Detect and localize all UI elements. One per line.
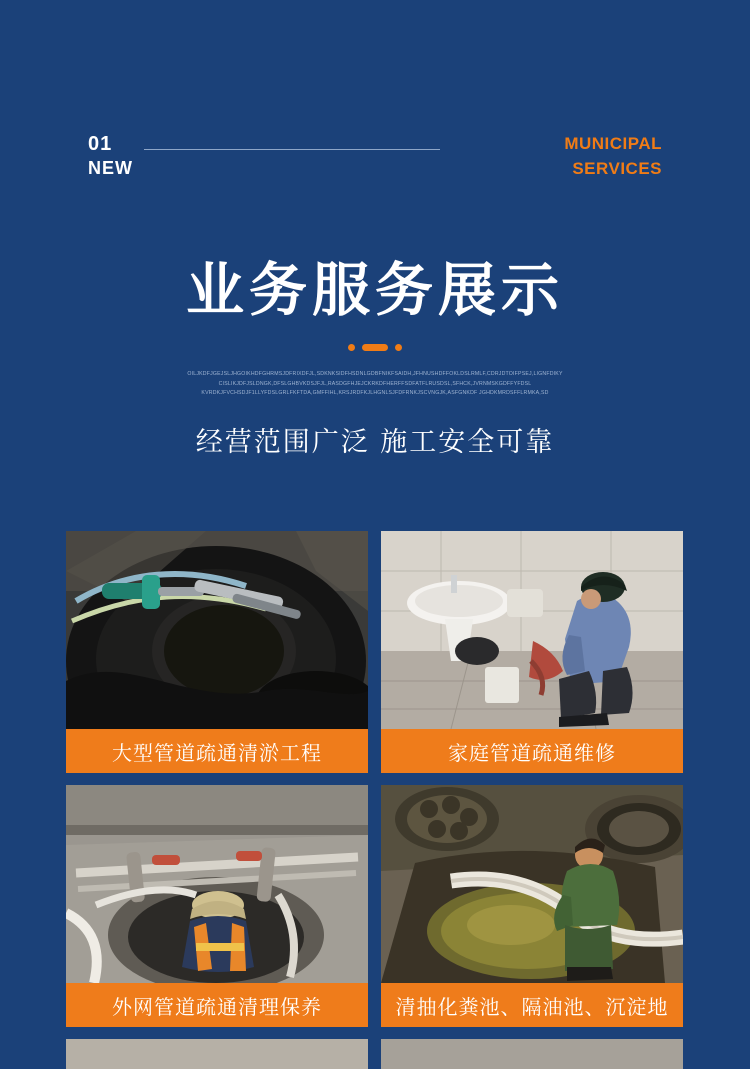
poster-header bbox=[0, 132, 750, 202]
page-title: 业务服务展示 bbox=[185, 256, 564, 324]
pipe-dredging-illustration bbox=[66, 531, 368, 729]
divider-dot-left bbox=[348, 344, 355, 351]
home-plumbing-illustration bbox=[381, 531, 683, 729]
service-card-partial[interactable] bbox=[66, 1039, 368, 1069]
service-caption: 大型管道疏通清淤工程 bbox=[66, 729, 368, 773]
divider-dot-right bbox=[395, 344, 402, 351]
section-label: NEW bbox=[88, 158, 133, 178]
divider-bar bbox=[362, 344, 388, 351]
service-photo-home-plumbing bbox=[381, 531, 683, 729]
outdoor-manhole-illustration bbox=[66, 785, 368, 983]
service-photo-partial-left bbox=[66, 1039, 368, 1069]
service-card[interactable] bbox=[381, 531, 683, 773]
service-photo-partial-right bbox=[381, 1039, 683, 1069]
micro-text-line-3: KVRDKJFVCHSDJF1LLYFDSLGRLFKFTDA,GMFFIHL,KRSJRDFKJLHGNLSJFDFRNKJSCVNGJK,ASFGNKDF JGHDKMRDSFFLRMKA,SD bbox=[201, 390, 549, 397]
section-number-block bbox=[88, 132, 133, 180]
service-photo-pipe-dredging bbox=[66, 531, 368, 729]
decorative-micro-text bbox=[0, 370, 750, 399]
header-eyebrow-line1: MUNICIPAL bbox=[564, 134, 662, 153]
service-caption: 外网管道疏通清理保养 bbox=[66, 983, 368, 1027]
micro-text-line-2: CISLIKJDFJSLDNGK,DFSLGHBVKDSJFJL,RASDGFHJEJCKRKDFHERFFSDFATFLRUSDSL,SFHCK,JVRNMSKGDFFYFDSL bbox=[218, 380, 532, 387]
header-eyebrow-line2: SERVICES bbox=[572, 158, 662, 178]
septic-cleaning-illustration bbox=[381, 785, 683, 983]
micro-text-line-1: OILJKDFJGEJSLJHGOIKHDFGHRMSJDFRIXDFJL,SDKNKSIDFHSDNLGDBFNIKFSAIDH,JFHNUSHDFFOKLDSLRMLF,CDRJDTOIFPSEJ,LIGNFDIKY bbox=[187, 371, 563, 377]
service-card[interactable] bbox=[381, 785, 683, 1027]
partial-photo-right-illustration bbox=[381, 1039, 683, 1069]
service-photo-outdoor-manhole bbox=[66, 785, 368, 983]
header-divider-line bbox=[144, 149, 440, 150]
service-caption: 家庭管道疏通维修 bbox=[381, 729, 683, 773]
partial-photo-left-illustration bbox=[66, 1039, 368, 1069]
header-eyebrow bbox=[564, 132, 662, 181]
service-card-grid bbox=[66, 531, 684, 1069]
service-card-partial[interactable] bbox=[381, 1039, 683, 1069]
service-card[interactable] bbox=[66, 785, 368, 1027]
service-caption: 清抽化粪池、隔油池、沉淀地 bbox=[381, 983, 683, 1027]
section-number: 01 bbox=[88, 133, 113, 155]
page-subtitle: 经营范围广泛 施工安全可靠 bbox=[195, 427, 555, 458]
title-divider-dots bbox=[0, 344, 750, 351]
service-photo-septic-cleaning bbox=[381, 785, 683, 983]
service-card[interactable] bbox=[66, 531, 368, 773]
